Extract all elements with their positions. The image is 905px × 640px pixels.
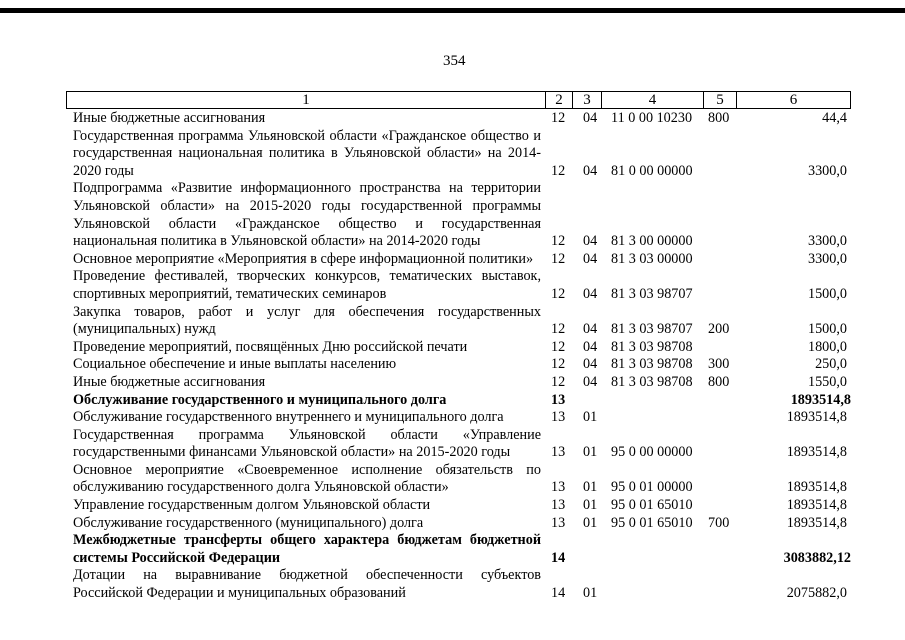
row-c2: 14 [551,585,566,602]
table-row [0,339,905,357]
row-name: Обслуживание государственного внутреннего и муниципального долга [73,409,504,426]
row-c6: 1550,0 [807,373,847,390]
row-c2: 13 [551,409,566,426]
row-c6: 250,0 [815,356,847,373]
table-row [0,180,905,250]
row-c6: 44,4 [822,110,847,126]
row-c3: 01 [583,479,598,496]
page-number: 354 [443,53,466,69]
header-col-3: 3 [572,91,602,109]
row-c2: 13 [551,514,566,531]
header-col-5: 5 [703,91,737,109]
row-c2: 13 [551,391,566,408]
row-c5: 700 [708,514,730,531]
row-c2: 12 [551,233,566,250]
row-c4: 95 0 01 65010 [611,497,693,514]
row-c4: 81 3 03 98707 [611,321,693,338]
row-c5: 800 [708,110,730,126]
header-col-1: 1 [66,91,546,109]
row-c6: 3083882,12 [783,549,851,566]
row-name: Социальное обеспечение и иные выплаты населению [73,356,397,373]
row-c4: 81 0 00 00000 [611,162,693,179]
table-body [0,110,905,603]
row-c4: 95 0 01 65010 [611,514,693,531]
row-name: Обслуживание государственного и муниципального долга [73,391,447,408]
row-c6: 1800,0 [807,338,847,355]
table-row [0,392,905,410]
row-c6: 2075882,0 [786,585,847,602]
table-row [0,128,905,181]
row-c6: 1893514,8 [786,497,847,514]
table-row [0,567,905,602]
row-name: Закупка товаров, работ и услуг для обеспечения государственных (муниципальных) нужд [73,303,541,338]
row-c2: 13 [551,479,566,496]
row-name: Основное мероприятие «Своевременное исполнение обязательств по обслуживанию государственного долга Ульяновской области» [73,461,541,496]
row-c3: 04 [583,162,598,179]
row-c3: 01 [583,409,598,426]
header-col-4: 4 [601,91,704,109]
row-name: Иные бюджетные ассигнования [73,110,266,126]
row-c3: 01 [583,444,598,461]
row-c3: 04 [583,373,598,390]
row-c2: 12 [551,250,566,267]
row-c6: 3300,0 [807,250,847,267]
row-name: Управление государственным долгом Ульяновской области [73,497,431,514]
table-row [0,374,905,392]
row-c4: 95 0 01 00000 [611,479,693,496]
row-c2: 12 [551,356,566,373]
row-c5: 800 [708,373,730,390]
table-row [0,268,905,303]
row-c2: 12 [551,110,566,126]
row-c6: 1893514,8 [786,444,847,461]
table-row [0,251,905,269]
row-c3: 04 [583,338,598,355]
row-c2: 12 [551,285,566,302]
row-c2: 12 [551,338,566,355]
row-c5: 200 [708,321,730,338]
row-c4: 11 0 00 10230 [611,110,693,126]
row-c6: 1893514,8 [786,409,847,426]
row-c3: 04 [583,110,598,126]
table-row [0,532,905,567]
row-name: Государственная программа Ульяновской области «Гражданское общество и государственная национальная политика в Ульяновской области» на 2014-2020 годы [73,127,541,179]
table-row [0,497,905,515]
row-name: Основное мероприятие «Мероприятия в сфере информационной политики» [73,250,534,267]
row-c6: 1893514,8 [790,391,851,408]
row-c4: 81 3 03 98708 [611,373,693,390]
table-row [0,515,905,533]
row-c4: 81 3 03 00000 [611,250,693,267]
row-c6: 3300,0 [807,162,847,179]
table-row [0,462,905,497]
row-c4: 81 3 03 98708 [611,338,693,355]
row-c3: 04 [583,356,598,373]
row-name: Подпрограмма «Развитие информационного пространства на территории Ульяновской области» на 2015-2020 годы государственной программы Ульяновской области «Гражданское общество и государственная национальная политика в Ульяновской области» на 2014-2020 годы [73,180,541,250]
row-c2: 12 [551,162,566,179]
row-name: Государственная программа Ульяновской области «Управление государственными финансами Ульяновской области» на 2015-2020 годы [73,426,541,461]
row-name: Обслуживание государственного (муниципального) долга [73,514,424,531]
row-c3: 04 [583,321,598,338]
row-c3: 01 [583,585,598,602]
row-c6: 1500,0 [807,285,847,302]
row-c4: 95 0 00 00000 [611,444,693,461]
row-c3: 01 [583,497,598,514]
row-name: Проведение мероприятий, посвящённых Дню российской печати [73,338,468,355]
header-col-2: 2 [545,91,573,109]
row-c5: 300 [708,356,730,373]
row-c4: 81 3 03 98708 [611,356,693,373]
row-c2: 13 [551,497,566,514]
row-c3: 04 [583,250,598,267]
row-c3: 04 [583,285,598,302]
row-c6: 1893514,8 [786,514,847,531]
table-row [0,304,905,339]
row-c2: 13 [551,444,566,461]
row-c4: 81 3 00 00000 [611,233,693,250]
row-c6: 1500,0 [807,321,847,338]
row-c4: 81 3 03 98707 [611,285,693,302]
table-row [0,356,905,374]
row-c3: 04 [583,233,598,250]
top-border-bar [0,8,905,13]
row-name: Межбюджетные трансферты общего характера бюджетам бюджетной системы Российской Федерации [73,532,541,566]
row-c2: 14 [551,549,566,566]
row-name: Дотации на выравнивание бюджетной обеспеченности субъектов Российской Федерации и муниципальных образований [73,567,541,602]
table-row [0,427,905,462]
row-name: Иные бюджетные ассигнования [73,373,266,390]
row-c2: 12 [551,373,566,390]
row-c2: 12 [551,321,566,338]
row-c3: 01 [583,514,598,531]
table-row [0,110,905,128]
row-c6: 3300,0 [807,233,847,250]
row-c6: 1893514,8 [786,479,847,496]
table-row [0,409,905,427]
row-name: Проведение фестивалей, творческих конкурсов, тематических выставок, спортивных мероприятий, тематических семинаров [73,268,541,302]
header-col-6: 6 [736,91,851,109]
